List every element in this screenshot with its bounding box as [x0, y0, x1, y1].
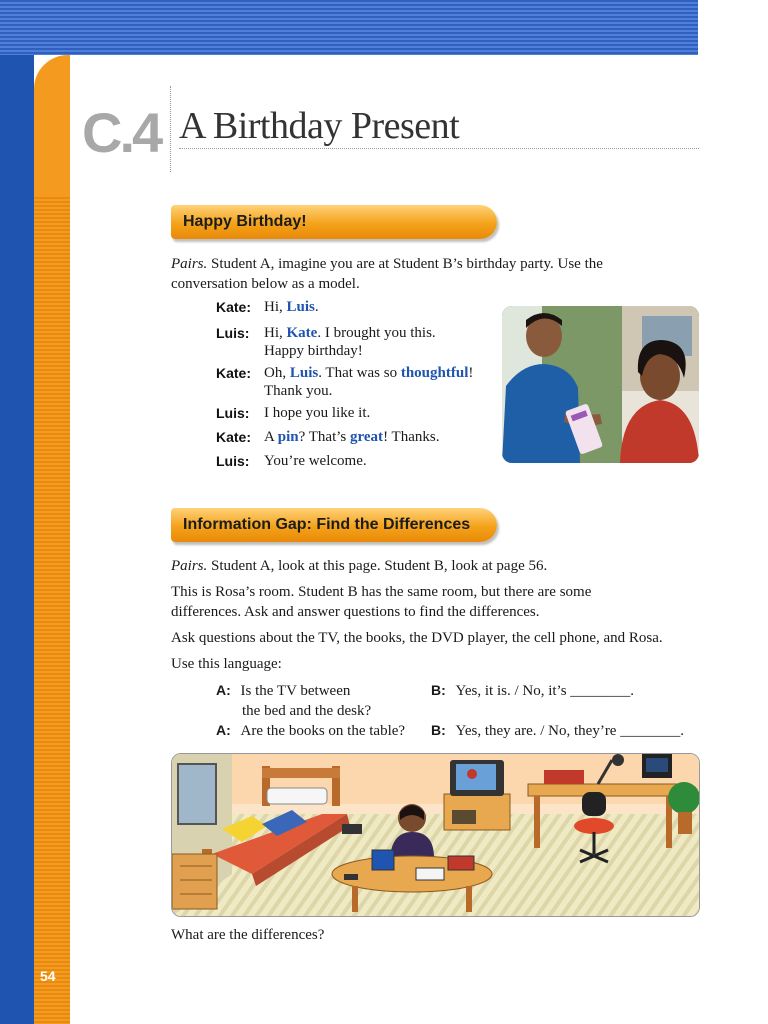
section1-instructions [171, 254, 699, 294]
page-number: 54 [40, 968, 56, 984]
highlighted-word: great [350, 429, 384, 445]
dialogue-fragment: Hi, [264, 299, 287, 315]
rosa-room-illustration [171, 753, 700, 917]
speaker-label: A: [216, 722, 231, 738]
closing-question: What are the differences? [171, 927, 325, 943]
section2-paragraph-3: Use this language: [171, 656, 282, 672]
highlighted-word: Kate [286, 325, 318, 341]
speaker-name: Luis: [216, 325, 250, 341]
language-text: Are the books on the table? [240, 723, 406, 739]
paragraph-line: This is Rosa’s room. Student B has the same room, but there are some [171, 584, 592, 600]
language-b1 [431, 680, 634, 701]
language-b2 [431, 720, 684, 741]
instruction-text: Student A, imagine you are at Student B’s birthday party. Use the [207, 256, 603, 272]
section-code: C.4 [82, 101, 161, 164]
dialogue-text [264, 298, 504, 316]
highlighted-word: Luis [286, 299, 315, 315]
dialogue-fragment: I hope you like it. [264, 405, 371, 421]
speaker-name: Luis: [216, 453, 250, 469]
dialogue-text [264, 428, 504, 446]
dialogue-fragment: ? That’s [298, 429, 351, 445]
dialogue-text [264, 452, 504, 470]
speaker-name: Kate: [216, 429, 252, 445]
instruction-lead: Pairs. [171, 256, 208, 272]
top-banner [0, 0, 698, 55]
dialogue-text [264, 364, 504, 400]
speaker-label: A: [216, 682, 231, 698]
language-a1 [216, 680, 371, 721]
section2-paragraph-2: Ask questions about the TV, the books, the DVD player, the cell phone, and Rosa. [171, 630, 663, 646]
language-text: Yes, they are. / No, they’re ________. [455, 723, 684, 739]
section-banner-information-gap [171, 508, 497, 542]
dialogue-fragment: ! [468, 365, 474, 381]
instruction-text: Student A, look at this page. Student B, look at page 56. [207, 558, 548, 574]
highlighted-word: Luis [289, 365, 319, 381]
highlighted-word: pin [277, 429, 299, 445]
section2-paragraph-1 [171, 582, 699, 622]
dialogue-fragment: Hi, [264, 325, 287, 341]
language-a2 [216, 720, 405, 741]
dialogue-text [264, 324, 504, 360]
birthday-gift-photo [502, 306, 699, 463]
dialogue-fragment: You’re welcome. [264, 453, 367, 469]
dialogue-text [264, 404, 504, 422]
language-text: Is the TV between [240, 683, 351, 699]
section-heading: Information Gap: Find the Differences [183, 516, 471, 533]
dialogue-fragment: Thank you. [264, 383, 333, 399]
dialogue-fragment: . I brought you this. [317, 325, 436, 341]
orange-striped-strip [34, 195, 70, 1024]
dialogue-fragment: ! Thanks. [383, 429, 440, 445]
speaker-label: B: [431, 682, 446, 698]
dialogue-fragment: A [264, 429, 278, 445]
dialogue-fragment: . [314, 299, 319, 315]
language-text: Yes, it is. / No, it’s ________. [455, 683, 635, 699]
instruction-lead: Pairs. [171, 558, 208, 574]
title-underline [179, 148, 699, 149]
speaker-name: Kate: [216, 365, 252, 381]
instruction-text-line2: conversation below as a model. [171, 276, 360, 292]
section-banner-happy-birthday [171, 205, 497, 239]
section-heading: Happy Birthday! [183, 213, 307, 230]
speaker-label: B: [431, 722, 446, 738]
language-text: the bed and the desk? [242, 703, 372, 719]
dialogue-fragment: . That was so [318, 365, 401, 381]
speaker-name: Kate: [216, 299, 252, 315]
dialogue-fragment: Oh, [264, 365, 290, 381]
dialogue-fragment: Happy birthday! [264, 343, 363, 359]
paragraph-line: differences. Ask and answer questions to find the differences. [171, 604, 540, 620]
highlighted-word: thoughtful [400, 365, 469, 381]
page-title: A Birthday Present [179, 105, 460, 147]
header-divider [170, 86, 171, 172]
left-blue-margin [0, 55, 34, 1024]
section2-instructions [171, 556, 699, 576]
speaker-name: Luis: [216, 405, 250, 421]
